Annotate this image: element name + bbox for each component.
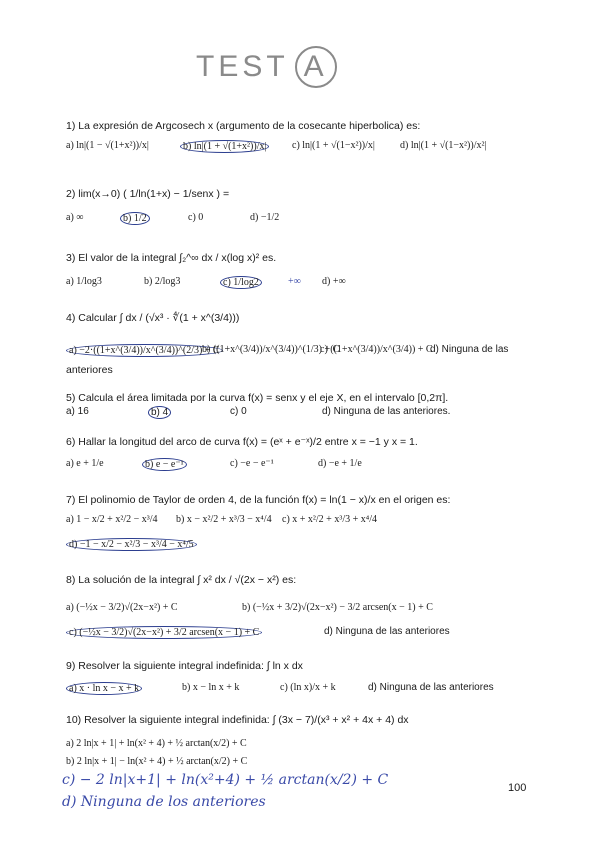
q2-option-b: b) 1/2 [120,212,150,225]
q2-option-c: c) 0 [188,212,204,223]
q6-option-c: c) −e − e⁻¹ [230,458,274,469]
q6-option-a: a) e + 1/e [66,458,104,469]
q10-option-d-handwritten: d) Ninguna de los anteriores [62,794,266,810]
q7-option-a: a) 1 − x/2 + x²/2 − x³/4 [66,514,158,525]
q6-option-d: d) −e + 1/e [318,458,362,469]
q2-option-d: d) −1/2 [250,212,280,223]
q8-option-a: a) (−½x − 3/2)√(2x−x²) + C [66,602,178,613]
title-letter: A [295,46,337,88]
question-3: 3) El valor de la integral ∫₂^∞ dx / x(log x)² es. [66,252,277,264]
q10-option-c-handwritten: c) − 2 ln|x+1| + ln(x²+4) + ½ arctan(x/2) + C [62,772,389,788]
q4-option-d-continued: anteriores [66,364,113,376]
q8-option-d: d) Ninguna de las anteriores [324,626,450,637]
q9-option-a: a) x · ln x − x + k [66,682,142,695]
q10-option-a: a) 2 ln|x + 1| + ln(x² + 4) + ½ arctan(x/2) + C [66,738,247,749]
question-4: 4) Calcular ∫ dx / (√x³ · ∜(1 + x^(3/4))) [66,312,240,324]
q9-option-b: b) x − ln x + k [182,682,240,693]
q2-option-a: a) ∞ [66,212,84,223]
q6-option-b: b) e − e⁻¹ [142,458,187,471]
q5-option-d: d) Ninguna de las anteriores. [322,406,451,417]
q5-option-a: a) 16 [66,406,89,417]
q9-option-d: d) Ninguna de las anteriores [368,682,494,693]
q5-option-b: b) 4 [148,406,171,419]
q1-option-a: a) ln|(1 − √(1+x²))/x| [66,140,149,151]
q3-option-a: a) 1/log3 [66,276,102,287]
page-number: 100 [508,782,527,794]
q7-option-c: c) x + x²/2 + x³/3 + x⁴/4 [282,514,378,525]
question-1: 1) La expresión de Argcosech x (argumento de la cosecante hiperbolica) es: [66,120,421,132]
q3-handwritten-mark: +∞ [288,276,301,287]
question-8: 8) La solución de la integral ∫ x² dx / √(2x − x²) es: [66,574,297,586]
question-2: 2) lim(x→0) ( 1/ln(1+x) − 1/senx ) = [66,188,230,200]
q8-option-c: c) (−½x − 3/2)√(2x−x²) + 3/2 arcsen(x − 1) + C [66,626,262,639]
q3-option-b: b) 2/log3 [144,276,181,287]
q8-option-b: b) (−½x + 3/2)√(2x−x²) − 3/2 arcsen(x − 1) + C [242,602,433,613]
question-5: 5) Calcula el área limitada por la curva f(x) = senx y el eje X, en el intervalo [0,2π]. [66,392,449,404]
title-word: TEST [196,50,289,83]
q4-option-a: a) −2·((1+x^(3/4))/x^(3/4))^(2/3) + C [66,344,223,357]
q3-option-c: c) 1/log2 [220,276,262,289]
q1-option-c: c) ln|(1 + √(1−x²))/x| [292,140,375,151]
question-6: 6) Hallar la longitud del arco de curva f(x) = (eˣ + e⁻ˣ)/2 entre x = −1 y x = 1. [66,436,418,448]
q9-option-c: c) (ln x)/x + k [280,682,336,693]
q10-option-b: b) 2 ln|x + 1| − ln(x² + 4) + ½ arctan(x/2) + C [66,756,248,767]
q7-option-b: b) x − x²/2 + x³/3 − x⁴/4 [176,514,272,525]
question-1-options [66,140,536,166]
q1-option-b: b) ln|(1 + √(1+x²))/x| [180,140,269,153]
q7-option-d: d) −1 − x/2 − x²/3 − x³/4 − x⁴/5 [66,538,197,551]
question-10: 10) Resolver la siguiente integral indefinida: ∫ (3x − 7)/(x³ + x² + 4x + 4) dx [66,714,409,726]
q4-option-d: d) Ninguna de las [430,344,509,355]
q3-option-d: d) +∞ [322,276,346,287]
question-7: 7) El polinomio de Taylor de orden 4, de la función f(x) = ln(1 − x)/x en el origen es: [66,494,451,506]
test-title [196,46,337,88]
q4-option-c: c) ((1+x^(3/4))/x^(3/4)) + C [320,344,433,355]
q1-option-d: d) ln|(1 + √(1−x²))/x²| [400,140,487,151]
question-9: 9) Resolver la siguiente integral indefinida: ∫ ln x dx [66,660,303,672]
q4-option-b: b) ((1+x^(3/4))/x^(3/4))^(1/3) + C [202,344,340,355]
q5-option-c: c) 0 [230,406,247,417]
